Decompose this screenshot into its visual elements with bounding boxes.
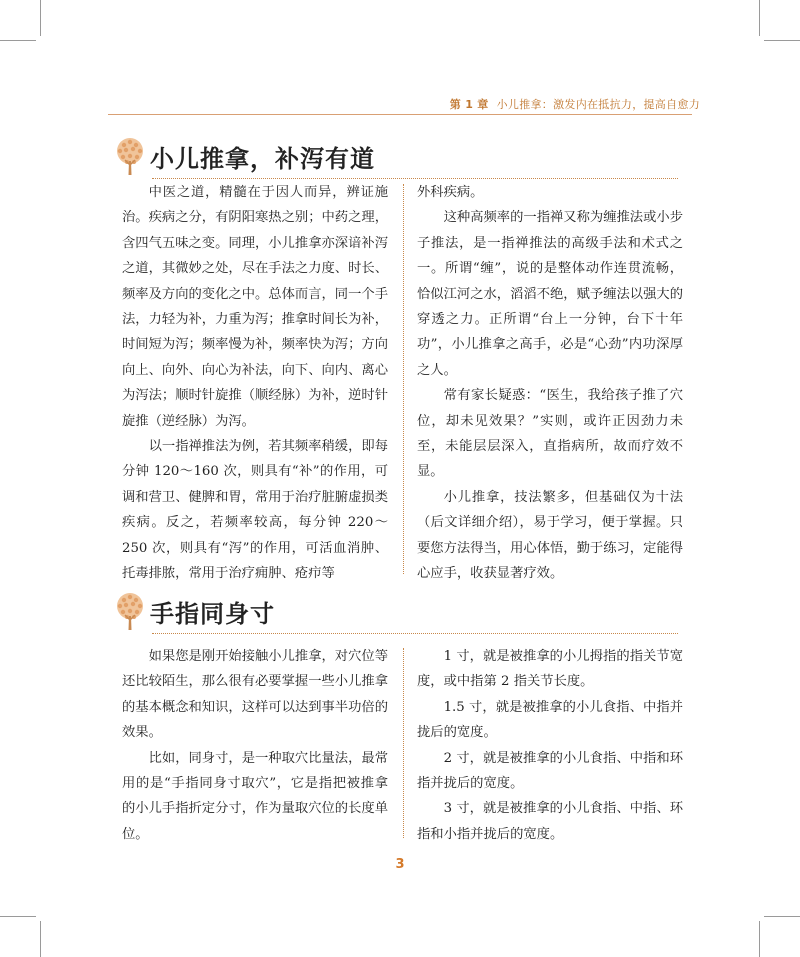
paragraph: 常有家长疑惑：“医生，我给孩子推了穴位，却未见效果？”实则，或许正因劲力未至，未能层层深入，直指病所，故而疗效不显。 [417, 388, 683, 480]
section1-left-column [122, 180, 388, 587]
chapter-header [450, 96, 700, 112]
chapter-title: 小儿推拿：激发内在抵抗力，提高自愈力 [496, 98, 700, 111]
section-rule [152, 178, 678, 179]
section-rule [152, 633, 678, 634]
section2-left-column [122, 644, 388, 847]
paragraph: 3 寸，就是被推拿的小儿食指、中指、环指和小指并拢后的宽度。 [417, 801, 683, 842]
paragraph: 以一指禅推法为例，若其频率稍缓，即每分钟 120～160 次，则具有“补”的作用，可调和营卫、健脾和胃，常用于治疗脏腑虚损类疾病。反之，若频率较高，每分钟 220～250 次，则具有“泻”的作用，可活血消肿、托毒排脓，常用于治疗痈肿、疮疖等 [122, 439, 388, 582]
column-divider [403, 648, 404, 838]
crop-mark [764, 40, 800, 41]
crop-mark [759, 0, 760, 36]
section-title: 小儿推拿，补泻有道 [150, 145, 375, 173]
crop-mark [764, 916, 800, 917]
crop-mark [759, 921, 760, 957]
section-title: 手指同身寸 [150, 600, 275, 628]
section-heading [108, 135, 678, 185]
page-number: 3 [395, 857, 405, 872]
paragraph: 这种高频率的一指禅又称为缠推法或小步子推法，是一指禅推法的高级手法和术式之一。所谓“缠”，说的是整体动作连贯流畅，恰似江河之水，滔滔不绝，赋予缠法以强大的穿透之力。正所谓“台上一分钟，台下十年功”，小儿推拿之高手，必是“心劲”内功深厚之人。 [417, 210, 683, 378]
header-rule [108, 114, 692, 115]
crop-mark [0, 916, 36, 917]
crop-mark [40, 0, 41, 36]
section-heading [108, 590, 678, 640]
paragraph: 2 寸，就是被推拿的小儿食指、中指和环指并拢后的宽度。 [417, 750, 683, 792]
paragraph: 外科疾病。 [417, 185, 484, 200]
tree-icon [108, 135, 152, 179]
paragraph: 如果您是刚开始接触小儿推拿，对穴位等还比较陌生，那么很有必要掌握一些小儿推拿的基本概念和知识，这样可以达到事半功倍的效果。 [122, 649, 388, 741]
paragraph: 1 寸，就是被推拿的小儿拇指的指关节宽度，或中指第 2 指关节长度。 [417, 649, 683, 690]
paragraph: 比如，同身寸，是一种取穴比量法，最常用的是“手指同身寸取穴”，它是指把被推拿的小儿手指折定分寸，作为量取穴位的长度单位。 [122, 750, 388, 842]
crop-mark [0, 40, 36, 41]
tree-icon [108, 590, 152, 634]
chapter-number: 第 1 章 [449, 98, 489, 111]
section2-right-column [417, 644, 683, 847]
column-divider [403, 184, 404, 574]
section1-right-column [417, 180, 683, 587]
paragraph: 1.5 寸，就是被推拿的小儿食指、中指并拢后的宽度。 [417, 699, 683, 741]
crop-mark [40, 921, 41, 957]
paragraph: 中医之道，精髓在于因人而异，辨证施治。疾病之分，有阴阳寒热之别；中药之理，含四气五味之变。同理，小儿推拿亦深谙补泻之道，其微妙之处，尽在手法之力度、时长、频率及方向的变化之中。总体而言，同一个手法，力轻为补，力重为泻；推拿时间长为补，时间短为泻；频率慢为补，频率快为泻；方向向上、向外、向心为补法，向下、向内、离心为泻法；顺时针旋推（顺经脉）为补，逆时针旋推（逆经脉）为泻。 [122, 185, 388, 429]
paragraph: 小儿推拿，技法繁多，但基础仅为十法（后文详细介绍），易于学习，便于掌握。只要您方法得当，用心体悟，勤于练习，定能得心应手，收获显著疗效。 [417, 489, 683, 582]
